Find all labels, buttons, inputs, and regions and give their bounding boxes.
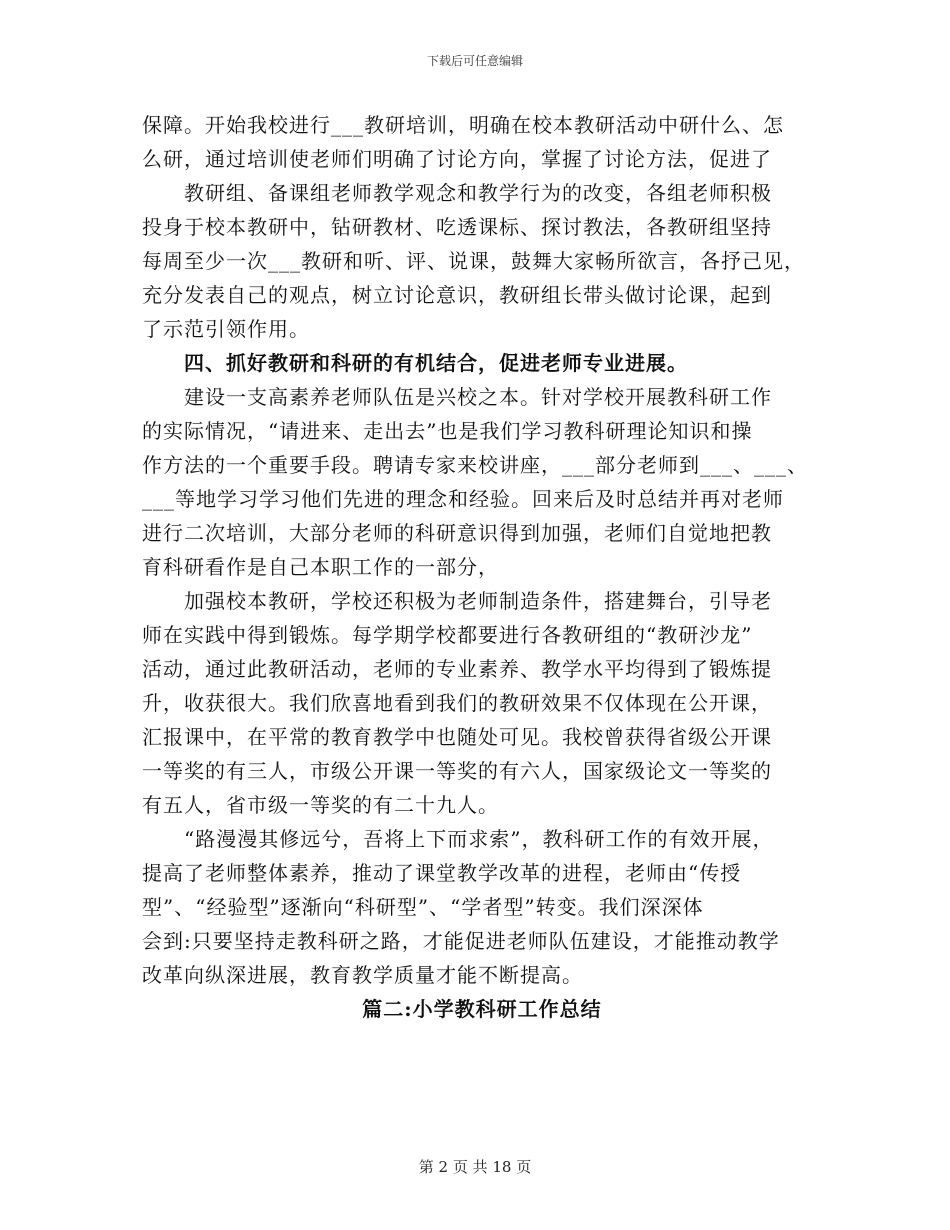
paragraph-line: 会到:只要坚持走教科研之路，才能促进老师队伍建设，才能推动教学 [142, 929, 780, 953]
paragraph-line: 一等奖的有三人，市级公开课一等奖的有六人，国家级论文一等奖的 [142, 759, 772, 783]
paragraph-line: 建设一支高素养老师队伍是兴校之本。针对学校开展教科研工作 [184, 385, 772, 409]
paragraph-line: “路漫漫其修远兮，吾将上下而求索”，教科研工作的有效开展， [184, 827, 774, 851]
paragraph-line: 作方法的一个重要手段。聘请专家来校讲座，___部分老师到___、___、 [142, 453, 808, 477]
paragraph-line: 加强校本教研，学校还积极为老师制造条件，搭建舞台，引导老 [184, 589, 772, 613]
page-header: 下载后可任意编辑 [426, 54, 523, 68]
paragraph-line: 改革向纵深进展，教育教学质量才能不断提高。 [142, 963, 583, 987]
section-heading: 四、抓好教研和科研的有机结合，促进老师专业进展。 [184, 351, 688, 375]
paragraph-line: 投身于校本教研中，钻研教材、吃透课标、探讨教法，各教研组坚持 [142, 215, 772, 239]
page-footer: 第 2 页 共 18 页 [418, 1158, 532, 1176]
paragraph-line: 有五人，省市级一等奖的有二十九人。 [142, 793, 499, 817]
paragraph-line: 活动，通过此教研活动，老师的专业素养、教学水平均得到了锻炼提 [142, 657, 772, 681]
paragraph-line: 充分发表自己的观点，树立讨论意识，教研组长带头做讨论课，起到 [142, 283, 772, 307]
paragraph-line: ___等地学习学习他们先进的理念和经验。回来后及时总结并再对老师 [142, 487, 784, 511]
paragraph-line: 进行二次培训，大部分老师的科研意识得到加强，老师们自觉地把教 [142, 521, 772, 545]
paragraph-line: 师在实践中得到锻炼。每学期学校都要进行各教研组的“教研沙龙” [142, 623, 753, 647]
paragraph-line: 育科研看作是自己本职工作的一部分， [142, 555, 499, 579]
document-body [142, 108, 822, 1026]
paragraph-line: 教研组、备课组老师教学观念和教学行为的改变，各组老师积极 [184, 181, 772, 205]
paragraph-line: 每周至少一次___教研和听、评、说课，鼓舞大家畅所欲言，各抒己见， [142, 249, 805, 273]
paragraph-line: 了示范引领作用。 [142, 317, 310, 341]
paragraph-line: 升，收获很大。我们欣喜地看到我们的教研效果不仅体现在公开课， [142, 691, 772, 715]
paragraph-line: 保障。开始我校进行___教研培训，明确在校本教研活动中研什么、怎 [142, 113, 784, 137]
chapter-title: 篇二:小学教科研工作总结 [362, 997, 602, 1021]
paragraph-line: 提高了老师整体素养，推动了课堂教学改革的进程，老师由“传授 [142, 861, 742, 885]
paragraph-line: 的实际情况，“请进来、走出去”也是我们学习教科研理论知识和操 [142, 419, 753, 443]
paragraph-line: 型”、“经验型”逐渐向“科研型”、“学者型”转变。我们深深体 [142, 895, 704, 919]
paragraph-line: 汇报课中，在平常的教育教学中也随处可见。我校曾获得省级公开课 [142, 725, 772, 749]
paragraph-line: 么研，通过培训使老师们明确了讨论方向，掌握了讨论方法，促进了 [142, 147, 772, 171]
